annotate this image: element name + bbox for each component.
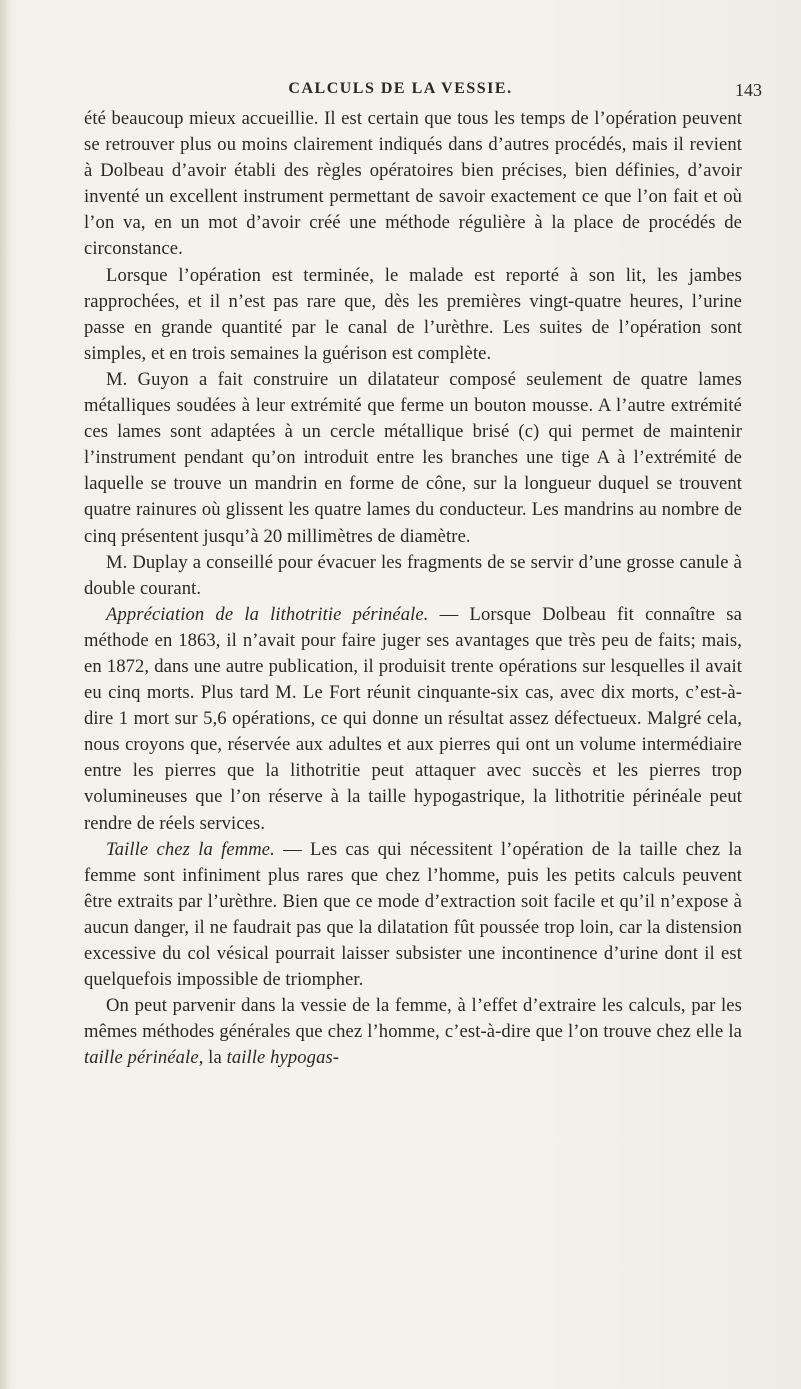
page-header — [0, 80, 801, 102]
page-gutter — [0, 0, 9, 1389]
section-heading: Appréciation de la lithotritie périnéale. — [106, 603, 429, 625]
paragraph-text: — Les cas qui nécessitent l’opération de la taille chez la femme sont infiniment plus rares que chez l’homme, puis les petits calculs peuvent être extraits par l’urèthre. Bien que ce mode d’extraction soit facile et qu’il n’expose à aucun danger, il ne faudrait pas que la dilatation fût poussée trop loin, car la distension excessive du col vésical pourrait laisser subsister une incontinence d’urine dont il est quelquefois impossible de triompher. — [84, 838, 742, 991]
paragraph: M. Guyon a fait construire un dilatateur composé seulement de quatre lames métalliques soudées à leur extrémité que ferme un bouton mousse. A l’autre extrémité ces lames sont adaptées à un cercle métallique brisé (c) qui permet de maintenir l’instrument pendant qu’on introduit entre les branches une tige A à l’extrémité de laquelle se trouve un mandrin en forme de cône, sur la longueur duquel se trouvent quatre rainures où glissent les quatre lames du conducteur. Les mandrins au nombre de cinq présentent jusqu’à 20 millimètres de diamètre. — [84, 368, 742, 547]
paragraph: Lorsque l’opération est terminée, le malade est reporté à son lit, les jambes rapprochées, et il n’est pas rare que, dès les premières vingt-quatre heures, l’urine passe en grande quantité par le canal de l’urèthre. Les suites de l’opération sont simples, et en trois semaines la guérison est complète. — [84, 264, 742, 364]
paragraph: M. Duplay a conseillé pour évacuer les fragments de se servir d’une grosse canule à double courant. — [84, 551, 742, 599]
paragraph: été beaucoup mieux accueillie. Il est certain que tous les temps de l’opération peuvent se retrouver plus ou moins clairement indiqués dans d’autres procédés, mais il revient à Dolbeau d’avoir établi des règles opératoires bien précises, bien définies, d’avoir inventé un excellent instrument permettant de savoir exactement ce que l’on fait et où l’on va, en un mot d’avoir créé une méthode régulière à la place de procédés de circonstance. — [84, 108, 742, 260]
paragraph — [84, 993, 742, 1071]
paragraph — [84, 602, 742, 837]
paragraph — [84, 837, 742, 994]
paragraph-text: , la — [198, 1047, 227, 1069]
running-head: CALCULS DE LA VESSIE. — [288, 80, 513, 97]
emphasis: taille hypogas- — [226, 1047, 340, 1069]
paragraph-text: — Lorsque Dolbeau fit connaître sa méthode en 1863, il n’avait pour faire juger ses avantages que très peu de faits; mais, en 1872, dans une autre publication, il produisit trente opérations sur lesquelles il avait eu cinq morts. Plus tard M. Le Fort réunit cinquante-six cas, avec dix morts, c’est-à-dire 1 mort sur 5,6 opérations, ce qui donne un résultat assez défectueux. Malgré cela, nous croyons que, réservée aux adultes et aux pierres qui ont un volume intermédiaire entre les pierres que la lithotritie peut attaquer avec succès et les pierres trop volumineuses que l’on réserve à la taille hypogastrique, la lithotritie périnéale peut rendre de réels services. — [84, 603, 742, 834]
section-heading: Taille chez la femme. — [106, 838, 275, 860]
body-text — [84, 106, 742, 1071]
emphasis: taille périnéale — [84, 1047, 199, 1069]
page-number: 143 — [735, 80, 762, 100]
paragraph-text: On peut parvenir dans la vessie de la femme, à l’effet d’extraire les calculs, par les mêmes méthodes générales que chez l’homme, c’est-à-dire que l’on trouve chez elle la — [84, 995, 742, 1043]
